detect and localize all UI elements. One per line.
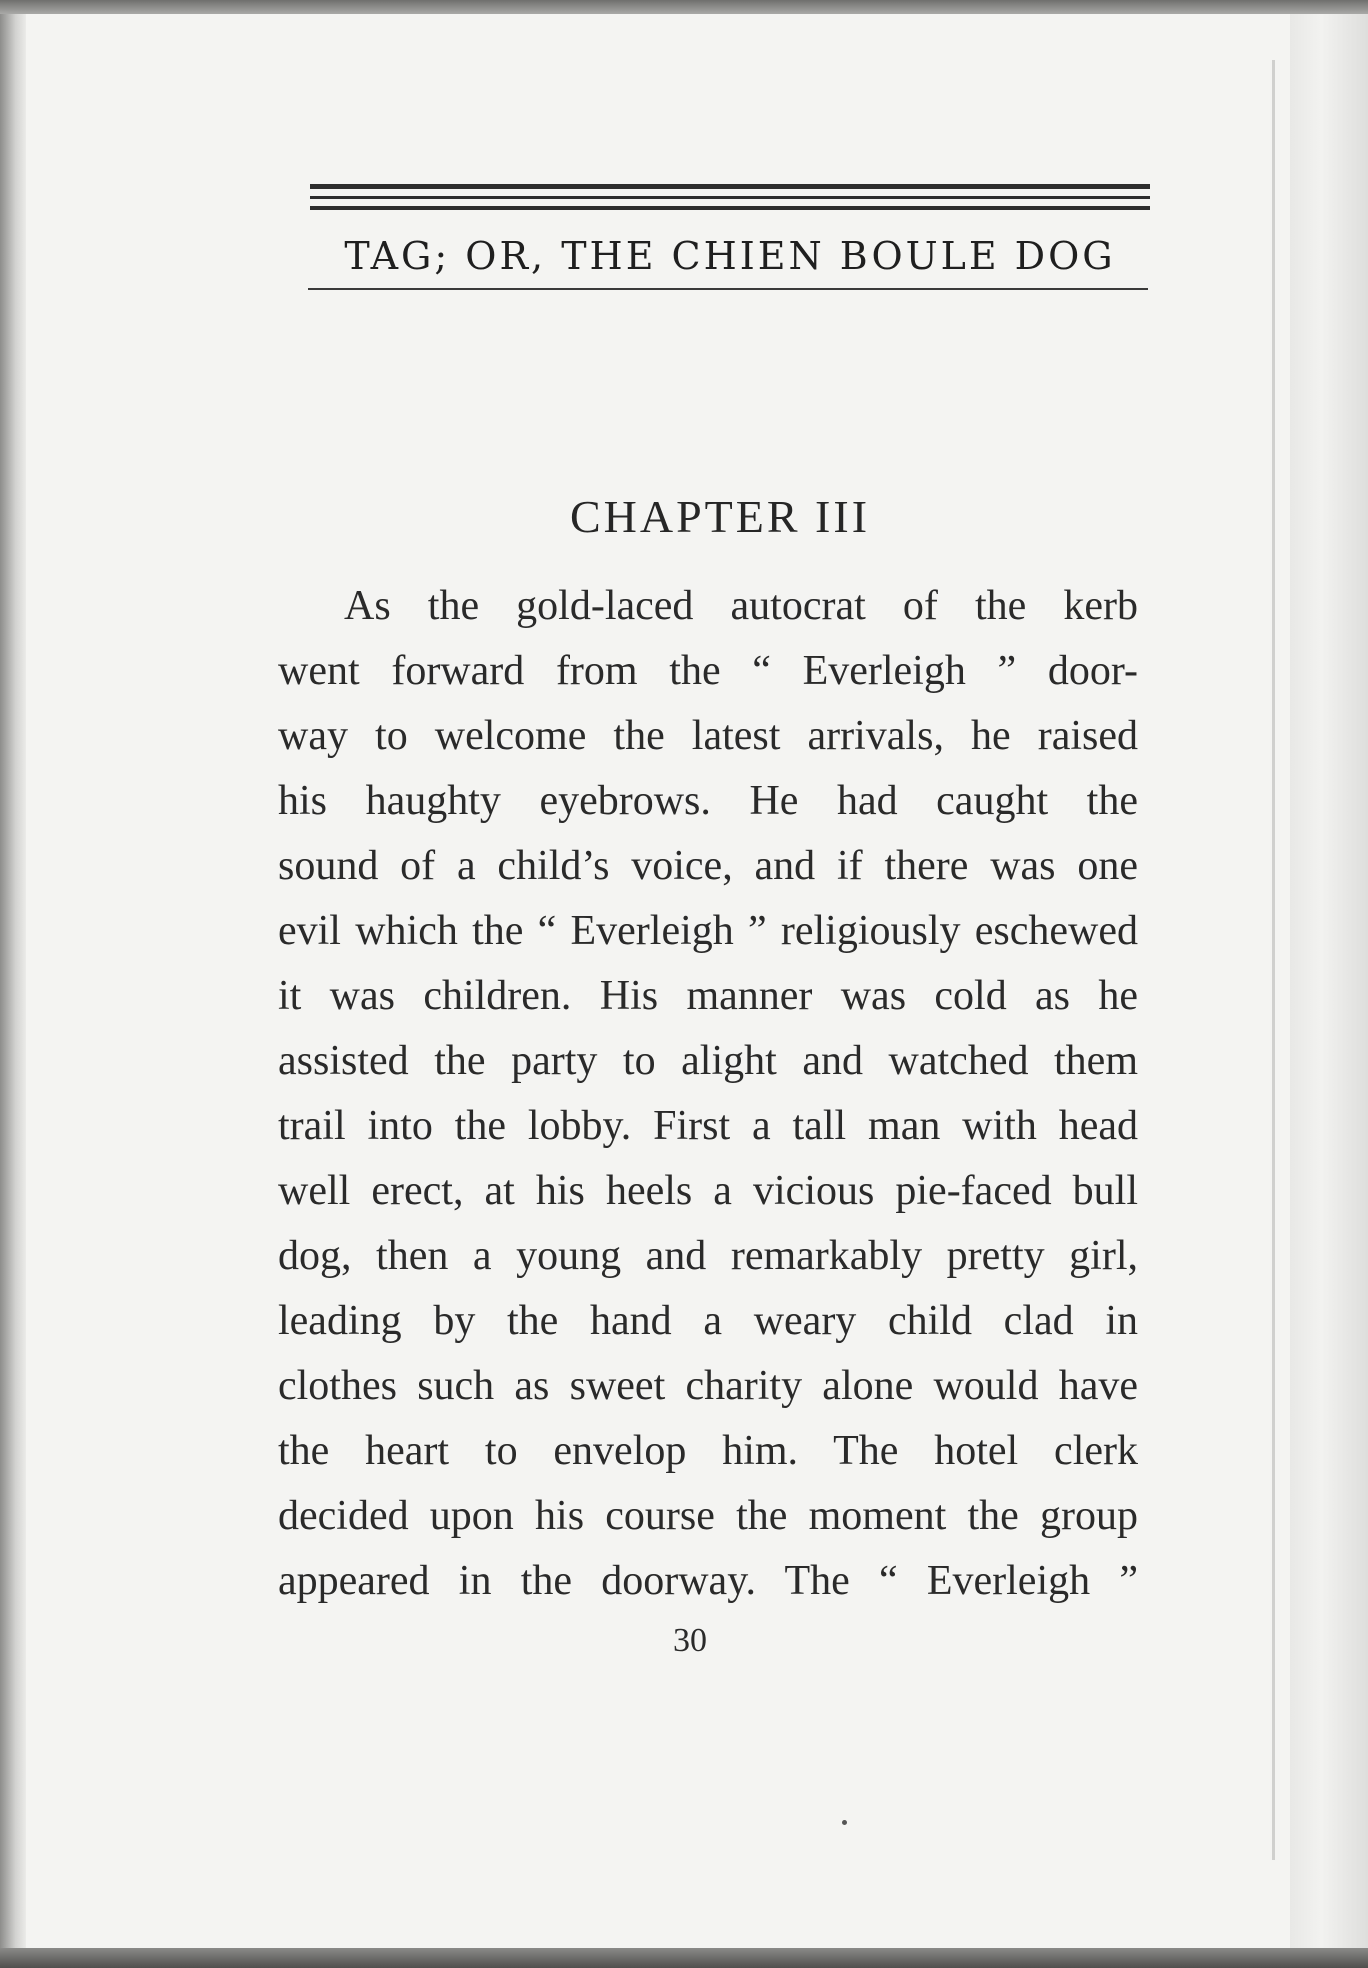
- text-line: appeared in the doorway. The “ Everleigh ”: [278, 1558, 1138, 1604]
- text-line: dog, then a young and remarkably pretty girl,: [278, 1233, 1138, 1279]
- text-line: clothes such as sweet charity alone would have: [278, 1363, 1138, 1409]
- text-line: evil which the “ Everleigh ” religiously eschewed: [278, 908, 1138, 954]
- text-line: the heart to envelop him. The hotel clerk: [278, 1428, 1138, 1474]
- text-line: went forward from the “ Everleigh ” door-: [278, 648, 1138, 694]
- header-rule: [310, 196, 1150, 199]
- header-rule: [310, 184, 1150, 189]
- ink-speck: [842, 1820, 847, 1825]
- text-line: leading by the hand a weary child clad in: [278, 1298, 1138, 1344]
- text-line: well erect, at his heels a vicious pie-faced bull: [278, 1168, 1138, 1214]
- running-head: TAG; OR, THE CHIEN BOULE DOG: [344, 234, 1116, 278]
- text-line: As the gold-laced autocrat of the kerb: [344, 583, 1138, 629]
- header-rule-bottom: [308, 288, 1148, 290]
- page-fold-line: [1272, 60, 1275, 1860]
- text-line: sound of a child’s voice, and if there was one: [278, 843, 1138, 889]
- chapter-title: CHAPTER III: [569, 491, 871, 542]
- book-spine-edge: [0, 0, 26, 1968]
- text-line: assisted the party to alight and watched them: [278, 1038, 1138, 1084]
- text-line: it was children. His manner was cold as he: [278, 973, 1138, 1019]
- scan-top-edge: [0, 0, 1368, 14]
- text-line: trail into the lobby. First a tall man with head: [278, 1103, 1138, 1149]
- scan-bottom-edge: [0, 1948, 1368, 1968]
- header-rule: [310, 206, 1150, 210]
- page-number: 30: [673, 1622, 707, 1659]
- body-text: [278, 574, 1138, 1614]
- book-cover-edge: [1290, 0, 1368, 1968]
- text-line: way to welcome the latest arrivals, he raised: [278, 713, 1138, 759]
- text-line: his haughty eyebrows. He had caught the: [278, 778, 1138, 824]
- text-line: decided upon his course the moment the group: [278, 1493, 1138, 1539]
